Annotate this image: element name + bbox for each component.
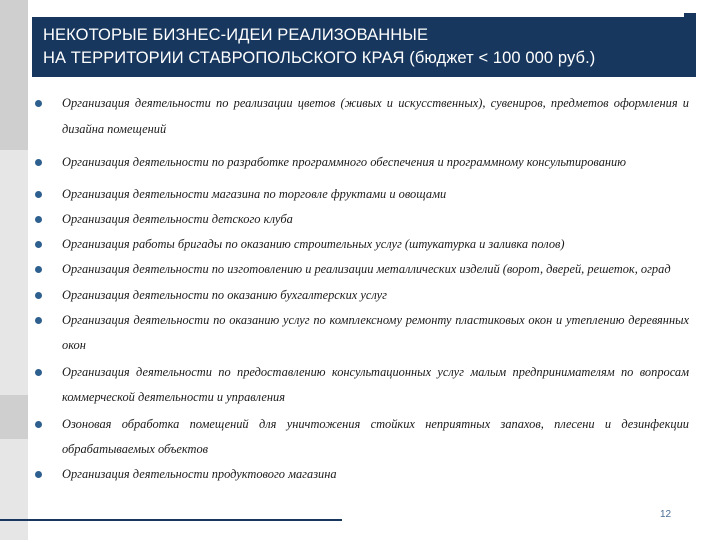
bullet-icon	[35, 471, 42, 478]
bullet-list	[33, 90, 689, 487]
bullet-icon	[35, 317, 42, 324]
list-item-text: Организация деятельности по разработке программного обеспечения и программному консультированию	[62, 155, 626, 169]
list-item	[33, 182, 689, 207]
bottom-divider	[0, 519, 342, 521]
bullet-icon	[35, 159, 42, 166]
left-decorative-bar	[0, 0, 28, 540]
bullet-icon	[35, 266, 42, 273]
slide-title	[32, 17, 696, 77]
list-item	[33, 207, 689, 232]
list-item-text: Организация деятельности по предоставлению консультационных услуг малым предпринимателям по вопросам коммерческой деятельности и управления	[62, 365, 689, 404]
bullet-icon	[35, 100, 42, 107]
list-item	[33, 232, 689, 257]
bullet-icon	[35, 241, 42, 248]
list-item-text: Организация деятельности по оказанию услуг по комплексному ремонту пластиковых окон и утеплению деревянных окон	[62, 313, 689, 352]
list-item-text: Организация работы бригады по оказанию строительных услуг (штукатурка и заливка полов)	[62, 237, 565, 251]
list-item	[33, 308, 689, 358]
left-bar-segment	[0, 395, 28, 439]
list-item-text: Организация деятельности по изготовлению и реализации металлических изделий (ворот, дверей, решеток, оград	[62, 262, 671, 276]
list-item	[33, 360, 689, 410]
title-line-1: НЕКОТОРЫЕ БИЗНЕС-ИДЕИ РЕАЛИЗОВАННЫЕ	[43, 26, 429, 44]
list-item	[33, 412, 689, 462]
bullet-icon	[35, 292, 42, 299]
bullet-icon	[35, 216, 42, 223]
list-item-text: Озоновая обработка помещений для уничтожения стойких неприятных запахов, плесени и дезинфекции обрабатываемых объектов	[62, 417, 689, 456]
left-bar-segment	[0, 0, 28, 150]
page-number: 12	[660, 509, 672, 520]
bullet-icon	[35, 421, 42, 428]
list-item-text: Организация деятельности по оказанию бухгалтерских услуг	[62, 288, 387, 302]
list-item	[33, 149, 689, 175]
list-item	[33, 90, 689, 142]
bullet-icon	[35, 369, 42, 376]
list-item-text: Организация деятельности по реализации цветов (живых и искусственных), сувениров, предметов оформления и дизайна помещений	[62, 96, 689, 136]
title-line-2: НА ТЕРРИТОРИИ СТАВРОПОЛЬСКОГО КРАЯ (бюджет < 100 000 руб.)	[43, 49, 596, 67]
list-item-text: Организация деятельности продуктового магазина	[62, 467, 337, 481]
list-item-text: Организация деятельности магазина по торговле фруктами и овощами	[62, 187, 447, 201]
list-item	[33, 283, 689, 308]
list-item	[33, 462, 689, 487]
bullet-icon	[35, 191, 42, 198]
list-item	[33, 257, 689, 281]
list-item-text: Организация деятельности детского клуба	[62, 212, 293, 226]
